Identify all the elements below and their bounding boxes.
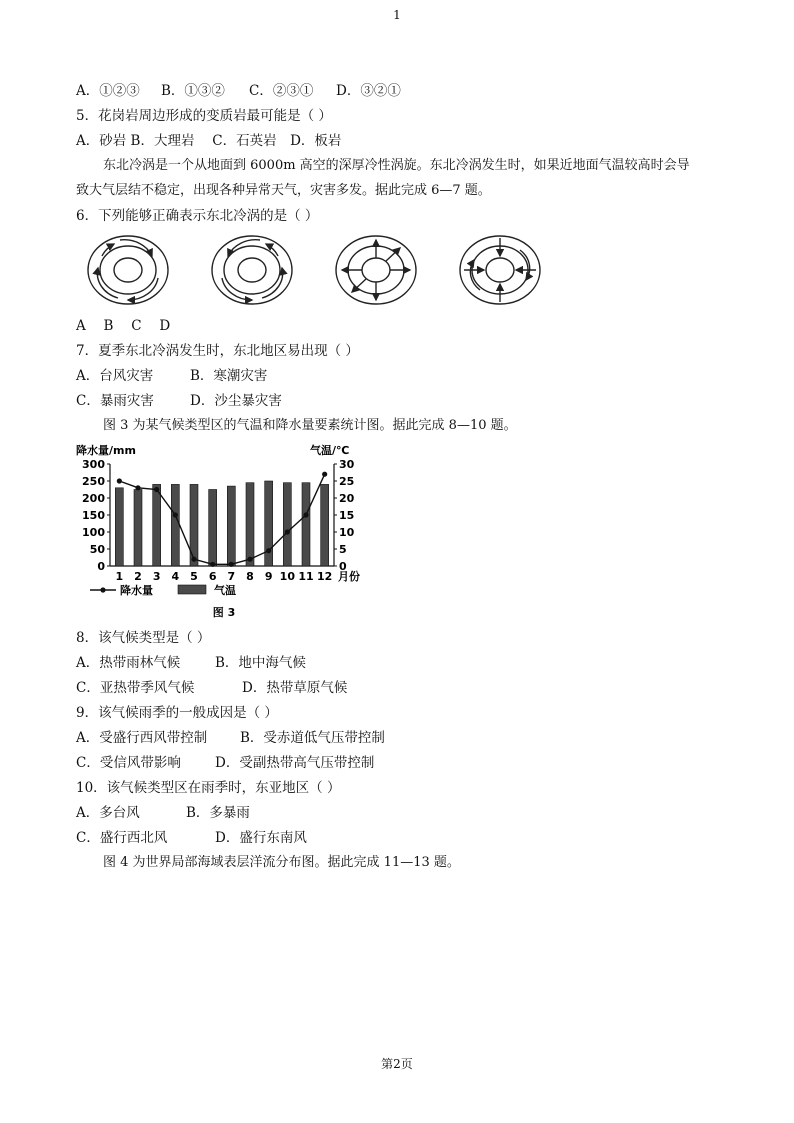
bar-temperature [209, 490, 217, 567]
right-axis-title: 气温/℃ [310, 444, 350, 457]
x-tick-label: 9 [264, 570, 273, 583]
x-tick-label: 3 [152, 570, 161, 583]
vortex-diagram-a [88, 236, 168, 304]
x-tick-label: 6 [208, 570, 217, 583]
left-tick-label: 200 [82, 492, 105, 505]
q10-option-a: A．多台风 [76, 805, 140, 821]
point-precipitation [191, 557, 196, 562]
page-number-top: 1 [393, 8, 401, 22]
line-precipitation [119, 474, 324, 564]
right-tick-label: 10 [339, 526, 355, 539]
q7-stem: 7．夏季东北冷涡发生时，东北地区易出现（ ） [76, 343, 359, 359]
q10-option-c: C．盛行西北风 [76, 830, 168, 846]
legend-precipitation: 降水量 [120, 584, 153, 597]
left-tick-label: 250 [82, 475, 105, 488]
x-tick-label: 5 [190, 570, 198, 583]
legend-line-dot [100, 587, 105, 592]
x-tick-label: 4 [171, 570, 180, 583]
q8-option-b: B．地中海气候 [215, 655, 306, 671]
q7-option-c: C．暴雨灾害 [76, 393, 154, 409]
x-tick-label: 7 [227, 570, 236, 583]
q8-stem: 8．该气候类型是（ ） [76, 630, 211, 646]
q5-options: A．砂岩 B．大理岩 C．石英岩 D．板岩 [76, 133, 342, 149]
q10-option-b: B．多暴雨 [186, 805, 250, 821]
right-tick-label: 30 [339, 458, 355, 471]
q4-options [76, 79, 401, 99]
q5-stem: 5．花岗岩周边形成的变质岩最可能是（ ） [76, 108, 332, 124]
x-tick-label: 8 [246, 570, 254, 583]
point-precipitation [135, 485, 140, 490]
bar-temperature [227, 486, 235, 566]
left-axis-title: 降水量/mm [76, 444, 136, 457]
bar-temperature [283, 483, 291, 566]
page-footer: 第2页 [381, 1057, 413, 1071]
bar-temperature [321, 484, 329, 566]
q9-stem: 9．该气候雨季的一般成因是（ ） [76, 705, 278, 721]
climate-chart [76, 436, 376, 624]
right-tick-label: 15 [339, 509, 355, 522]
point-precipitation [117, 478, 122, 483]
left-tick-label: 300 [82, 458, 105, 471]
point-precipitation [285, 529, 290, 534]
vortex-diagram-d [460, 236, 540, 304]
vortex-diagram-b [212, 236, 292, 304]
q4-option-b: B．①③② [161, 83, 225, 99]
point-precipitation [154, 487, 159, 492]
left-tick-label: 150 [82, 509, 105, 522]
q4-option-d: D．③②① [336, 83, 401, 99]
point-precipitation [229, 562, 234, 567]
left-tick-label: 0 [97, 560, 105, 573]
vortex-diagram-c [336, 236, 416, 304]
bar-temperature [134, 490, 142, 567]
passage-1-line-2: 致大气层结不稳定，出现各种异常天气，灾害多发。据此完成 6—7 题。 [76, 183, 491, 198]
right-tick-label: 0 [339, 560, 347, 573]
q8-option-c: C．亚热带季风气候 [76, 680, 195, 696]
point-precipitation [266, 548, 271, 553]
x-tick-label: 2 [134, 570, 142, 583]
right-tick-label: 5 [339, 543, 347, 556]
q6-diagram-labels: A B C D [76, 318, 171, 334]
bar-temperature [171, 484, 179, 566]
point-precipitation [173, 512, 178, 517]
q9-option-a: A．受盛行西风带控制 [76, 730, 208, 746]
legend-bar-swatch [178, 585, 206, 594]
x-tick-label: 10 [279, 570, 295, 583]
x-axis-unit: 月份 [338, 570, 360, 583]
figure-caption: 图 3 [212, 606, 236, 619]
q9-option-d: D．受副热带高气压带控制 [215, 755, 375, 771]
q4-option-c: C．②③① [249, 83, 314, 99]
x-tick-label: 11 [298, 570, 314, 583]
bar-temperature [246, 483, 254, 566]
q7-option-b: B．寒潮灾害 [190, 368, 268, 384]
q7-option-a: A．台风灾害 [76, 368, 154, 384]
q7-option-d: D．沙尘暴灾害 [190, 393, 282, 409]
passage-3: 图 4 为世界局部海域表层洋流分布图。据此完成 11—13 题。 [103, 855, 460, 870]
q4-option-a: A．①②③ [76, 83, 140, 99]
point-precipitation [247, 557, 252, 562]
q9-option-c: C．受信风带影响 [76, 755, 181, 771]
q9-option-b: B．受赤道低气压带控制 [240, 730, 385, 746]
passage-1-line-1: 东北冷涡是一个从地面到 6000m 高空的深厚冷性涡旋。东北冷涡发生时，如果近地面气温较高时会导 [103, 158, 690, 173]
point-precipitation [303, 512, 308, 517]
bar-temperature [115, 488, 123, 566]
bar-temperature [302, 483, 310, 566]
x-tick-label: 1 [115, 570, 124, 583]
q8-option-d: D．热带草原气候 [242, 680, 348, 696]
left-tick-label: 50 [89, 543, 105, 556]
q6-vortex-diagrams [76, 228, 546, 312]
right-tick-label: 25 [339, 475, 355, 488]
q8-option-a: A．热带雨林气候 [76, 655, 181, 671]
passage-2: 图 3 为某气候类型区的气温和降水量要素统计图。据此完成 8—10 题。 [103, 418, 517, 433]
q10-option-d: D．盛行东南风 [215, 830, 307, 846]
point-precipitation [322, 472, 327, 477]
bar-temperature [153, 484, 161, 566]
point-precipitation [210, 562, 215, 567]
q10-stem: 10．该气候类型区在雨季时，东亚地区（ ） [76, 780, 341, 796]
x-tick-label: 12 [317, 570, 333, 583]
q6-stem: 6．下列能够正确表示东北冷涡的是（ ） [76, 208, 319, 224]
right-tick-label: 20 [339, 492, 355, 505]
legend-temperature: 气温 [214, 584, 236, 597]
left-tick-label: 100 [82, 526, 105, 539]
